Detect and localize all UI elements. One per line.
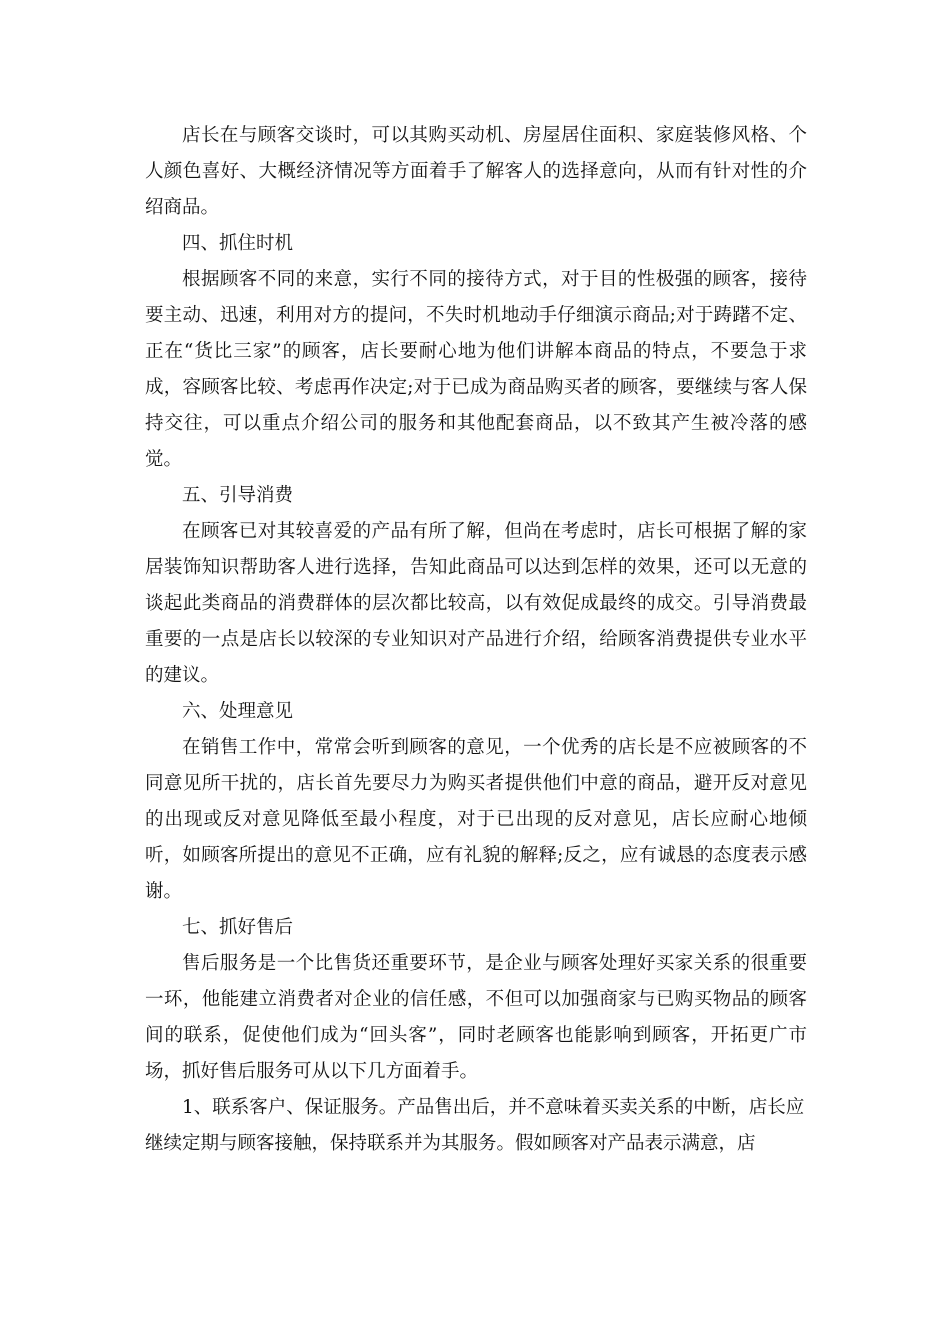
paragraph-contact-customers: 1、联系客户、保证服务。产品售出后，并不意味着买卖关系的中断，店长应继续定期与顾客接触，保持联系并为其服务。假如顾客对产品表示满意，店 [145,1097,805,1154]
paragraph-after-sales: 售后服务是一个比售货还重要环节，是企业与顾客处理好买家关系的很重要一环，他能建立消费者对企业的信任感，不但可以加强商家与已购买物品的顾客间的联系，促使他们成为“回头客”，同时老顾客也能影响到顾客，开拓更广市场，抓好售后服务可从以下几方面着手。 [145,953,807,1082]
paragraph-customer-conversation: 店长在与顾客交谈时，可以其购买动机、房屋居住面积、家庭装修风格、个人颜色喜好、大概经济情况等方面着手了解客人的选择意向，从而有针对性的介绍商品。 [145,125,807,218]
document-body [145,118,807,1162]
section-heading-handle-feedback: 六、处理意见 [182,701,294,722]
section-heading-after-sales: 七、抓好售后 [182,917,294,938]
section-heading-seize-opportunity: 四、抓住时机 [182,233,294,254]
section-heading-guide-consumption: 五、引导消费 [182,485,294,506]
paragraph-guide-consumption: 在顾客已对其较喜爱的产品有所了解，但尚在考虑时，店长可根据了解的家居装饰知识帮助客人进行选择，告知此商品可以达到怎样的效果，还可以无意的谈起此类商品的消费群体的层次都比较高，以有效促成最终的成交。引导消费最重要的一点是店长以较深的专业知识对产品进行介绍，给顾客消费提供专业水平的建议。 [145,521,807,686]
paragraph-reception-methods: 根据顾客不同的来意，实行不同的接待方式，对于目的性极强的顾客，接待要主动、迅速，利用对方的提问，不失时机地动手仔细演示商品;对于踌躇不定、正在“货比三家”的顾客，店长要耐心地为他们讲解本商品的特点，不要急于求成，容顾客比较、考虑再作决定;对于已成为商品购买者的顾客，要继续与客人保持交往，可以重点介绍公司的服务和其他配套商品，以不致其产生被冷落的感觉。 [145,269,807,470]
paragraph-handle-feedback: 在销售工作中，常常会听到顾客的意见，一个优秀的店长是不应被顾客的不同意见所干扰的，店长首先要尽力为购买者提供他们中意的商品，避开反对意见的出现或反对意见降低至最小程度，对于已出现的反对意见，店长应耐心地倾听，如顾客所提出的意见不正确，应有礼貌的解释;反之，应有诚恳的态度表示感谢。 [145,737,807,902]
